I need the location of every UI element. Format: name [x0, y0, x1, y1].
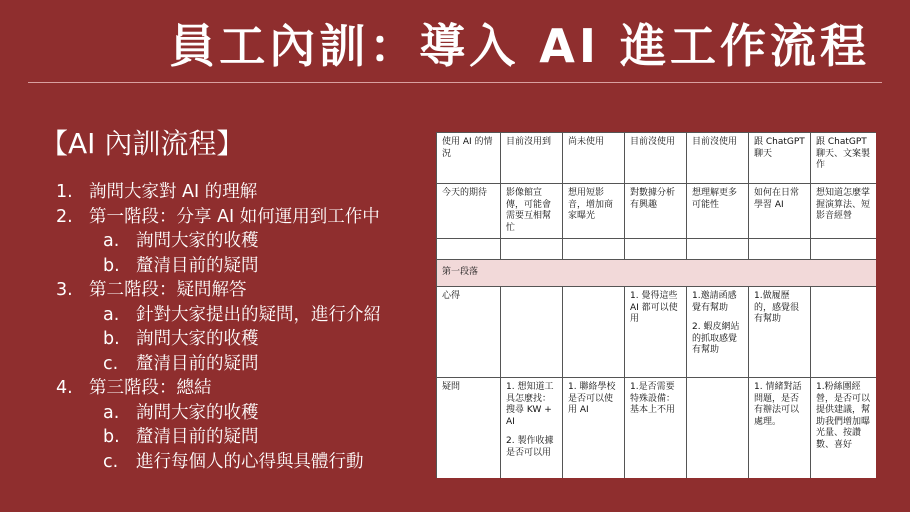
table-cell: [749, 287, 811, 378]
cell-text: 1. 情緒對話問題，是否有辦法可以處理。: [754, 382, 802, 427]
table-row: [437, 378, 877, 479]
table-cell: [625, 239, 687, 260]
outline-item: [56, 425, 426, 450]
table-cell: [687, 378, 749, 479]
cell-text: 目前沒使用: [692, 137, 738, 147]
cell-text: 對數據分析有興趣: [630, 188, 676, 210]
table-cell: [811, 378, 877, 479]
outline-item-text: 進行每個人的心得與具體行動: [136, 451, 364, 472]
outline-item-number: a.: [103, 304, 120, 325]
table-cell: [625, 184, 687, 239]
outline-item: [56, 180, 426, 205]
slide-title: 員工內訓：導入 AI 進工作流程: [169, 19, 870, 73]
table-cell: [563, 239, 625, 260]
section-label: 第一段落: [437, 260, 877, 287]
outline-item: [56, 254, 426, 279]
cell-text: 1. 聯絡學校是否可以使用 AI: [568, 382, 616, 415]
outline-item-text: 第二階段：疑問解答: [89, 280, 247, 300]
table-cell: [811, 287, 877, 378]
cell-text: 想知道怎麼掌握演算法、短影音經營: [816, 188, 871, 221]
outline-item: [56, 352, 426, 377]
table-cell: [563, 184, 625, 239]
table-cell: [687, 184, 749, 239]
table-section-row: [437, 260, 877, 287]
cell-text: 2. 製作收據是否可以用: [506, 436, 554, 458]
cell-text: 1. 想知道工具怎麼找：搜尋 KW + AI: [506, 382, 554, 427]
table-cell: [501, 378, 563, 479]
outline-item-text: 詢問大家的收穫: [136, 329, 259, 349]
outline-item: [56, 327, 426, 352]
table-cell: [563, 287, 625, 378]
table-cell: [625, 287, 687, 378]
table-cell: [563, 133, 625, 184]
title-divider: [28, 82, 882, 83]
outline-item: [56, 450, 426, 475]
outline-item-number: a.: [103, 402, 120, 423]
table-row: [437, 239, 877, 260]
table-cell: [749, 239, 811, 260]
section-heading: 【AI 內訓流程】: [40, 127, 245, 160]
row-header-cell: [437, 184, 501, 239]
outline-item-number: 4.: [56, 378, 73, 398]
outline-item-text: 釐清目前的疑問: [136, 255, 259, 276]
cell-text: 疑問: [442, 382, 461, 392]
table-cell: [625, 378, 687, 479]
cell-text: 今天的期待: [442, 188, 488, 198]
cell-text: 1.粉絲團經營，是否可以提供建議，幫助我們增加曝光量、按讚數、喜好: [816, 382, 871, 450]
table-cell: [687, 287, 749, 378]
cell-text: 2. 蝦皮網站的抓取感覺有幫助: [692, 322, 740, 355]
cell-text: 1.做履歷的，感覺很有幫助: [754, 291, 800, 324]
table-cell: [563, 378, 625, 479]
cell-text: 目前沒使用: [630, 137, 676, 147]
outline-item-text: 第一階段：分享 AI 如何運用到工作中: [89, 206, 380, 227]
outline-item-number: 1.: [56, 182, 73, 202]
table-cell: [501, 239, 563, 260]
outline-item: [56, 303, 426, 328]
outline-item-text: 詢問大家對 AI 的理解: [89, 182, 258, 202]
cell-spacer: [506, 428, 557, 436]
cell-text: 跟 ChatGPT 聊天、文案製作: [816, 137, 871, 170]
outline-item-text: 第三階段：總結: [89, 378, 212, 398]
outline-item-number: c.: [103, 353, 119, 374]
cell-text: 使用 AI 的情況: [442, 137, 493, 159]
table-cell: [749, 133, 811, 184]
outline-item-number: 2.: [56, 206, 73, 227]
table-cell: [687, 133, 749, 184]
outline-item-text: 釐清目前的疑問: [136, 427, 259, 447]
cell-text: 想理解更多可能性: [692, 188, 738, 210]
cell-text: 目前沒用到: [506, 137, 552, 147]
table-cell: [749, 184, 811, 239]
outline-item-number: b.: [103, 255, 120, 276]
table-cell: [501, 184, 563, 239]
table-cell: [687, 239, 749, 260]
cell-text: 跟 ChatGPT 聊天: [754, 137, 805, 159]
table-cell: [501, 133, 563, 184]
cell-text: 如何在日常學習 AI: [754, 188, 800, 210]
table-cell: [501, 287, 563, 378]
outline-item-number: 3.: [56, 280, 73, 300]
table-cell: [811, 239, 877, 260]
outline-item-text: 詢問大家的收穫: [136, 402, 259, 423]
table-cell: [625, 133, 687, 184]
outline-item-text: 針對大家提出的疑問，進行介紹: [136, 304, 381, 325]
feedback-table-image: [436, 132, 876, 478]
cell-text: 1.是否需要特殊設備：基本上不用: [630, 382, 676, 415]
table-row: [437, 133, 877, 184]
row-header-cell: [437, 378, 501, 479]
outline-item-number: b.: [103, 427, 120, 447]
outline-item: [56, 376, 426, 401]
outline-item-text: 詢問大家的收穫: [136, 231, 259, 251]
table-cell: [811, 184, 877, 239]
outline-item: [56, 205, 426, 230]
cell-text: 尚未使用: [568, 137, 605, 147]
table-cell: [811, 133, 877, 184]
outline-item: [56, 278, 426, 303]
table-row: [437, 184, 877, 239]
row-header-cell: [437, 239, 501, 260]
outline-item-number: a.: [103, 231, 120, 251]
cell-text: 影像館宣傳，可能會需要互相幫忙: [506, 188, 552, 233]
cell-text: 心得: [442, 291, 461, 301]
outline-item: [56, 401, 426, 426]
row-header-cell: [437, 133, 501, 184]
outline-item-text: 釐清目前的疑問: [136, 353, 259, 374]
row-header-cell: [437, 287, 501, 378]
cell-text: 1. 覺得這些 AI 都可以使用: [630, 291, 678, 324]
training-outline: [56, 180, 426, 474]
outline-item-number: b.: [103, 329, 120, 349]
feedback-table: [436, 132, 876, 478]
cell-text: 想用短影音，增加商家曝光: [568, 188, 614, 221]
cell-text: 1.邀請函感覺有幫助: [692, 291, 737, 313]
outline-item-number: c.: [103, 451, 119, 472]
outline-item: [56, 229, 426, 254]
table-cell: [749, 378, 811, 479]
cell-spacer: [692, 314, 743, 322]
table-row: [437, 287, 877, 378]
